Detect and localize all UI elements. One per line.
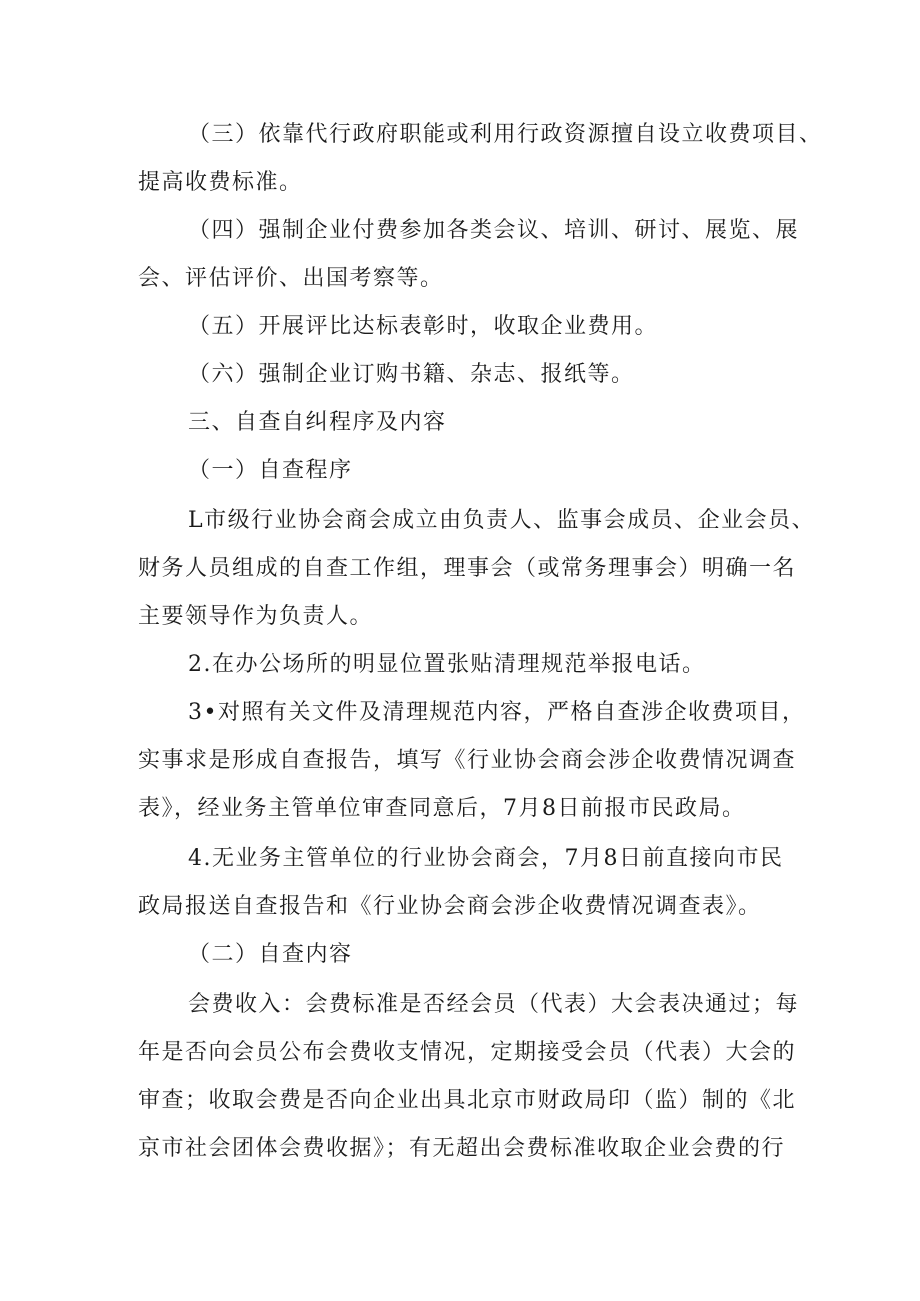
paragraph-line: （五）开展评比达标表彰时，收取企业费用。 [188, 314, 659, 339]
paragraph-line: 实事求是形成自查报告，填写《行业协会商会涉企收费情况调查 [138, 748, 797, 773]
subsection-heading: （一）自查程序 [188, 458, 353, 483]
paragraph-line: 财务人员组成的自查工作组，理事会（或常务理事会）明确一名 [138, 556, 797, 581]
paragraph-line: 审查；收取会费是否向企业出具北京市财政局印（监）制的《北 [138, 1088, 797, 1113]
paragraph-line: 4.无业务主管单位的行业协会商会，7月8日前直接向市民 [188, 846, 784, 871]
paragraph-line: 年是否向会员公布会费收支情况，定期接受会员（代表）大会的 [138, 1040, 797, 1065]
section-heading: 三、自查自纠程序及内容 [188, 410, 447, 435]
paragraph-line: L市级行业协会商会成立由负责人、监事会成员、企业会员、 [188, 508, 816, 533]
paragraph-line: （三）依靠代行政府职能或利用行政资源擅自设立收费项目、 [188, 122, 823, 147]
paragraph-line: 提高收费标准。 [138, 170, 303, 195]
subsection-heading: （二）自查内容 [188, 942, 353, 967]
paragraph-line: 政局报送自查报告和《行业协会商会涉企收费情况调查表》。 [138, 894, 762, 919]
paragraph-line: 表》，经业务主管单位审查同意后，7月8日前报市民政局。 [138, 796, 746, 821]
paragraph-line: 会、评估评价、出国考察等。 [138, 266, 444, 291]
paragraph-line: （四）强制企业付费参加各类会议、培训、研讨、展览、展 [188, 218, 800, 243]
paragraph-line: 主要领导作为负责人。 [138, 604, 374, 629]
paragraph-line: （六）强制企业订购书籍、杂志、报纸等。 [188, 362, 635, 387]
paragraph-line: 京市社会团体会费收据》；有无超出会费标准收取企业会费的行 [138, 1136, 786, 1161]
paragraph-line: 会费收入：会费标准是否经会员（代表）大会表决通过；每 [188, 992, 800, 1017]
paragraph-line: 2.在办公场所的明显位置张贴清理规范举报电话。 [188, 652, 706, 677]
paragraph-line: 3•对照有关文件及清理规范内容，严格自查涉企收费项目， [188, 700, 806, 725]
